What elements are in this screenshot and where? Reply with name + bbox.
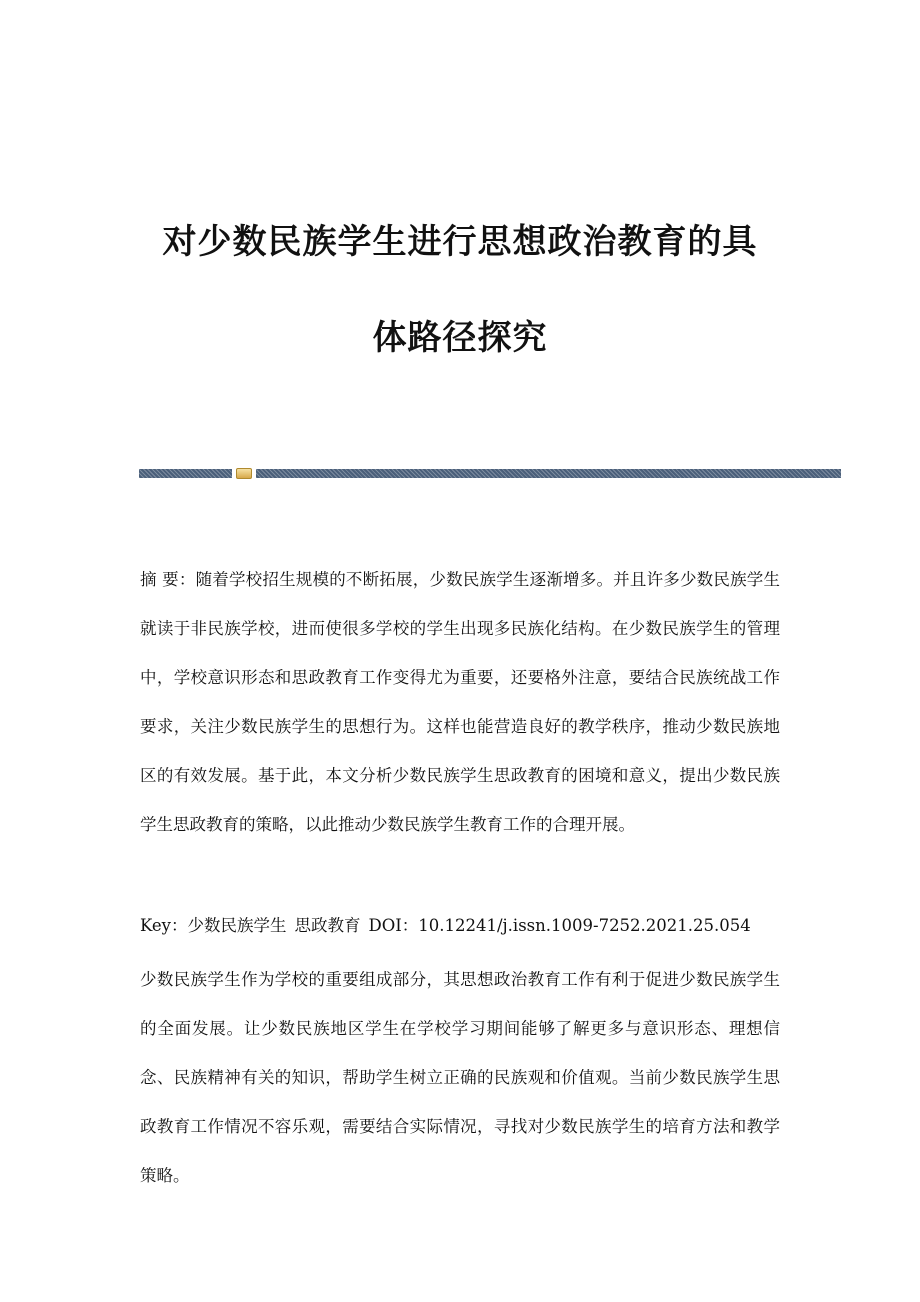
keywords-label: Key： [140, 916, 188, 935]
abstract-paragraph [140, 555, 780, 849]
document-title-line-1: 对少数民族学生进行思想政治教育的具 [162, 222, 758, 262]
keyword-1: 少数民族学生 [187, 916, 287, 935]
abstract-label: 摘 要： [140, 570, 196, 589]
keyword-2: 思政教育 [294, 916, 361, 935]
title-divider-left [139, 469, 232, 478]
keywords-line [140, 901, 780, 950]
document-title-line-2: 体路径探究 [372, 318, 548, 358]
abstract-text: 随着学校招生规模的不断拓展，少数民族学生逐渐增多。并且许多少数民族学生就读于非民族学校，进而使很多学校的学生出现多民族化结构。在少数民族学生的管理中，学校意识形态和思政教育工作变得尤为重要，还要格外注意，要结合民族统战工作要求，关注少数民族学生的思想行为。这样也能营造良好的教学秩序，推动少数民族地区的有效发展。基于此，本文分析少数民族学生思政教育的困境和意义，提出少数民族学生思政教育的策略，以此推动少数民族学生教育工作的合理开展。 [140, 570, 780, 834]
divider-ornament-icon [236, 468, 252, 479]
title-divider-right [256, 469, 841, 478]
body-paragraph: 少数民族学生作为学校的重要组成部分，其思想政治教育工作有利于促进少数民族学生的全面发展。让少数民族地区学生在学校学习期间能够了解更多与意识形态、理想信念、民族精神有关的知识，帮助学生树立正确的民族观和价值观。当前少数民族学生思政教育工作情况不容乐观，需要结合实际情况，寻找对少数民族学生的培育方法和教学策略。 [140, 970, 780, 1185]
doi-label: DOI： [368, 916, 419, 935]
doi-value: 10.12241/j.issn.1009-7252.2021.25.054 [418, 916, 751, 935]
